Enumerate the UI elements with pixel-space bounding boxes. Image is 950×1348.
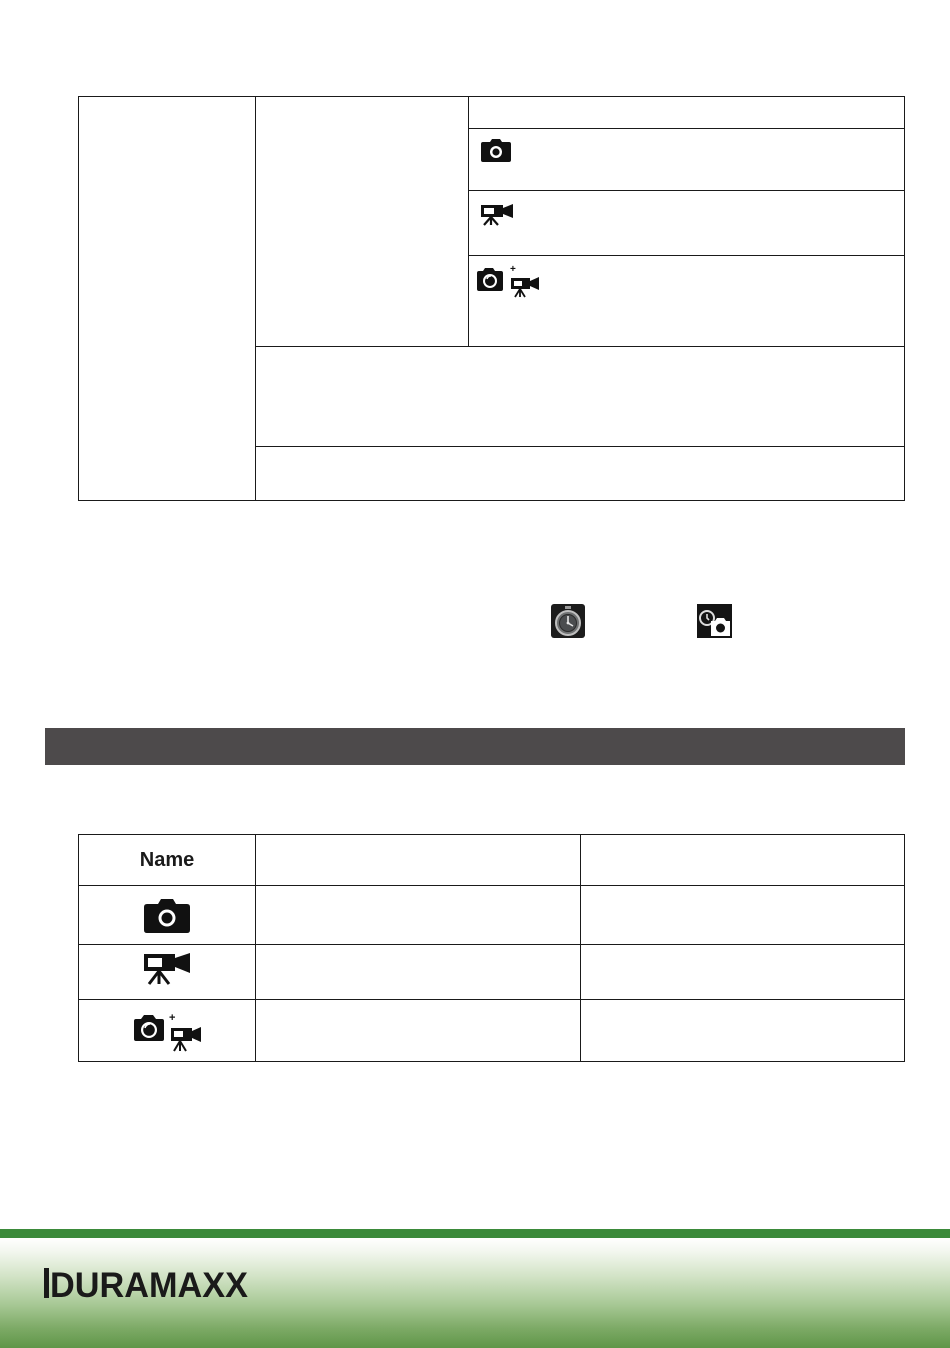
table-divider: [468, 97, 469, 346]
column-header-name: Name: [139, 848, 195, 871]
brand-name: DURAMAXX: [50, 1266, 249, 1302]
svg-text:+: +: [169, 1012, 176, 1024]
camera-icon: [480, 139, 512, 163]
table-divider: [255, 835, 256, 1061]
table-divider: [468, 190, 904, 191]
table-divider: [468, 255, 904, 256]
footer-accent-line: [0, 1229, 950, 1238]
camera-icon: [143, 899, 191, 933]
table-divider: [79, 944, 904, 945]
svg-text:+: +: [510, 265, 516, 275]
table-divider: [255, 97, 256, 500]
video-camera-icon: [480, 204, 514, 226]
timer-icon: [551, 604, 585, 638]
photo-plus-video-icon: [134, 1011, 202, 1055]
table-divider: [79, 999, 904, 1000]
table-divider: [255, 346, 904, 347]
time-lapse-photo-icon: [697, 604, 732, 638]
table-divider: [468, 128, 904, 129]
table-divider: [79, 885, 904, 886]
settings-table: [78, 96, 905, 501]
mode-table: [78, 834, 905, 1062]
section-header-bar: [45, 728, 905, 765]
video-camera-icon: [143, 953, 191, 985]
duramaxx-logo: [44, 1262, 250, 1302]
table-divider: [255, 446, 904, 447]
photo-plus-video-icon: [477, 265, 541, 301]
table-divider: [580, 835, 581, 1061]
